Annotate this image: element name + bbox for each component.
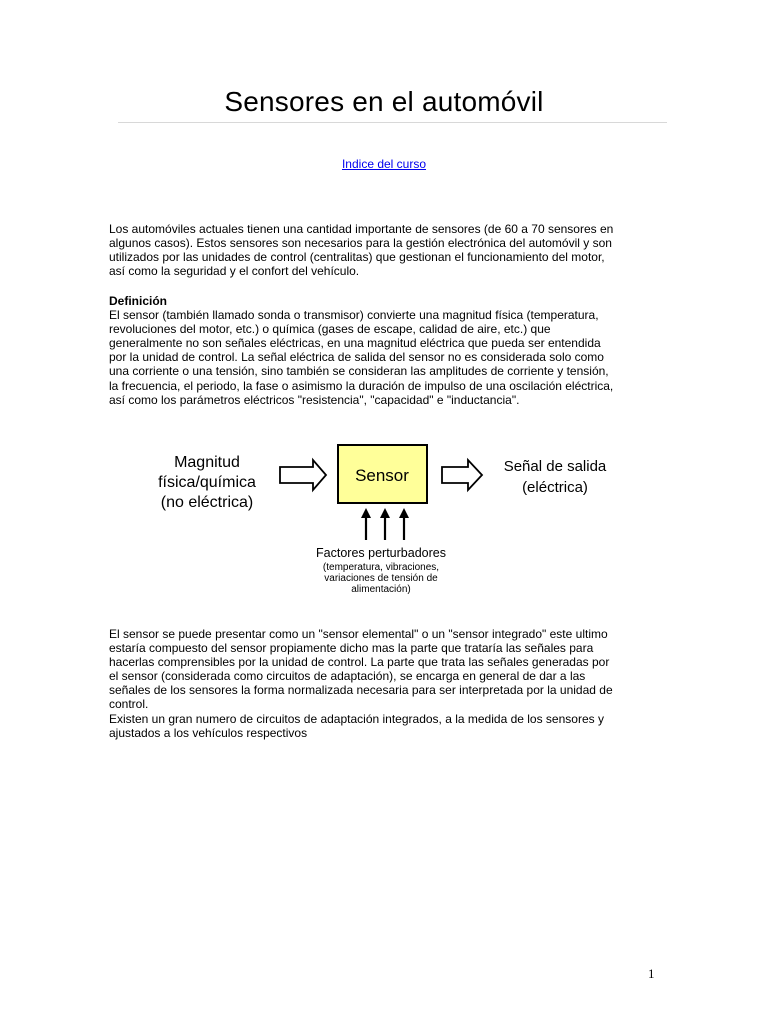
text-line: algunos casos). Estos sensores son necesarios para la gestión electrónica del automóvil y son xyxy=(109,236,612,251)
text-line: El sensor se puede presentar como un "sensor elemental" o un "sensor integrado" este ultimo xyxy=(109,627,608,641)
output-arrow-icon xyxy=(442,460,482,490)
input-label-line: (no eléctrica) xyxy=(160,494,254,511)
text-line: ajustados a los vehículos respectivos xyxy=(109,725,308,740)
output-label-line: (eléctrica) xyxy=(522,479,588,496)
text-line: la frecuencia, el periodo, la fase o asimismo la duración de impulso de una oscilación eléctrica, xyxy=(109,378,614,393)
course-index-link[interactable]: Indice del curso xyxy=(341,157,427,171)
disturb-line: variaciones de tensión de xyxy=(324,573,438,584)
input-arrow-icon xyxy=(280,460,326,490)
up-arrow-icon xyxy=(399,508,409,518)
title-divider xyxy=(118,122,667,123)
text-line: control. xyxy=(109,697,149,712)
text-line: revoluciones del motor, etc.) o química (gases de escape, calidad de aire, etc.) que xyxy=(109,322,551,337)
sensor-label: Sensor xyxy=(355,466,409,485)
text-line: una corriente o una tensión, sino también se consideran las amplitudes de corriente y tensión, xyxy=(109,364,609,379)
text-line: señales de los sensores la forma normalizada necesaria para ser interpretada por la unidad de xyxy=(109,683,613,698)
disturb-title: Factores perturbadores xyxy=(316,546,446,560)
input-label-line: física/química xyxy=(158,474,256,491)
text-line: así como la seguridad y el confort del vehículo. xyxy=(109,264,360,279)
page-title: Sensores en el automóvil xyxy=(224,86,544,117)
up-arrow-icon xyxy=(361,508,371,518)
output-label-line: Señal de salida xyxy=(503,458,607,475)
text-line: Los automóviles actuales tienen una cantidad importante de sensores (de 60 a 70 sensores en xyxy=(109,222,614,236)
disturb-line: (temperatura, vibraciones, xyxy=(322,562,440,573)
input-label-line: Magnitud xyxy=(174,454,240,471)
text-line: utilizados por las unidades de control (centralitas) que gestionan el funcionamiento del motor, xyxy=(109,250,605,265)
text-line: por la unidad de control. La señal eléctrica de salida del sensor no es considerada solo como xyxy=(109,350,604,365)
text-line: generalmente no son señales eléctricas, en una magnitud eléctrica que pueda ser entendida xyxy=(109,336,601,351)
text-line: así como los parámetros eléctricos "resistencia", "capacidad" e "inductancia". xyxy=(109,392,520,407)
text-line: estaría compuesto del sensor propiamente dicho mas la parte que trataría las señales para xyxy=(109,641,594,656)
definition-heading: Definición xyxy=(109,294,168,308)
definition-paragraph xyxy=(109,294,664,407)
text-line: el sensor (considerada como circuitos de adaptación), se encarga en general de dar a las xyxy=(109,669,586,684)
page-number: 1 xyxy=(648,966,655,981)
intro-paragraph xyxy=(109,222,664,278)
sensor-diagram xyxy=(140,436,630,596)
closing-paragraph xyxy=(109,627,664,740)
up-arrow-icon xyxy=(380,508,390,518)
text-line: hacerlas comprensibles por la unidad de control. La parte que trata las señales generadas por xyxy=(109,655,610,670)
disturb-line: alimentación) xyxy=(351,584,411,595)
text-line: El sensor (también llamado sonda o transmisor) convierte una magnitud física (temperatura, xyxy=(109,308,599,323)
text-line: Existen un gran numero de circuitos de adaptación integrados, a la medida de los sensores y xyxy=(109,711,604,726)
